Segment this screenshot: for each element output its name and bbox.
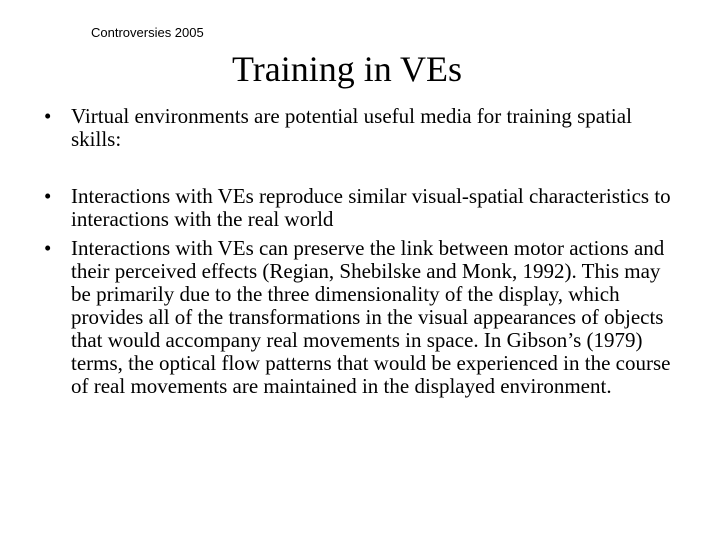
slide-title: Training in VEs <box>232 49 463 89</box>
bullet-dot: • <box>44 236 52 260</box>
bullet-text: Interactions with VEs reproduce similar visual-spatial characteristics to interactions with the real world <box>71 184 671 231</box>
bullet-text: Interactions with VEs can preserve the link between motor actions and their perceived effects (Regian, Shebilske and Monk, 1992). This may be primarily due to the three dimensionality of the display, which provides all of the transformations in the visual appearances of objects that would accompany real movements in space. In Gibson’s (1979) terms, the optical flow patterns that would be experienced in the course of real movements are maintained in the displayed environment. <box>71 236 671 398</box>
bullet-text: Virtual environments are potential useful media for training spatial skills: <box>71 104 632 151</box>
header-note: Controversies 2005 <box>91 25 204 40</box>
bullet-dot: • <box>44 184 52 208</box>
bullet-dot: • <box>44 104 52 128</box>
